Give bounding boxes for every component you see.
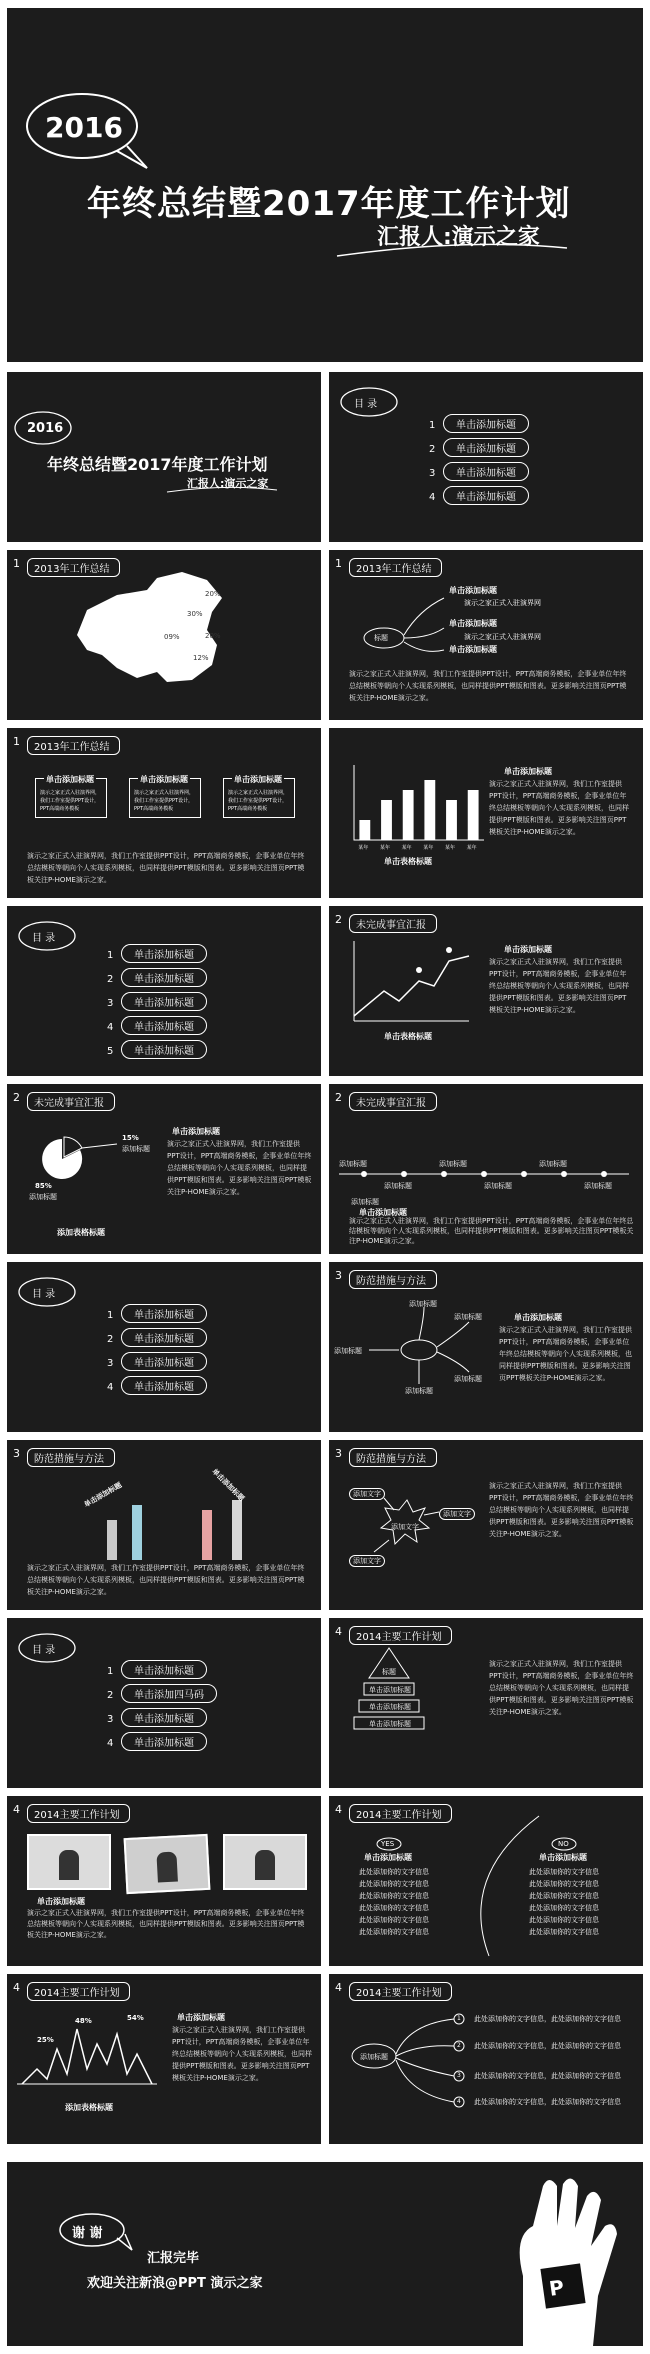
mini-reporter: 汇报人:演示之家 (187, 477, 269, 490)
menu-a-item-2[interactable]: 2 单击添加标题 (429, 438, 529, 457)
slide-menu-c (7, 1262, 321, 1432)
menu-b-item-5[interactable]: 5 单击添加标题 (107, 1040, 207, 1059)
s17-body: 演示之家正式入驻演界网，我们工作室提供PPT设计，PPT高端商务模板，企事业单位年终总结模板等朝向个人实现系列模板，也同样提供PPT模版和图表。更多影响关注图页PPT模板关注P-HOME演示之家。 (27, 1909, 305, 1939)
burst-node-3: 添加文字 (349, 1555, 385, 1567)
no-item-3: 此处添加你的文字信息 (529, 1892, 599, 1900)
no-item-1: 此处添加你的文字信息 (529, 1868, 599, 1876)
yes-list (359, 1866, 429, 1938)
s20-hub: 添加标题 (360, 2053, 388, 2061)
menu-a-item-4[interactable]: 4 单击添加标题 (429, 486, 529, 505)
s10-body: 演示之家正式入驻演界网，我们工作室提供PPT设计，PPT高端商务模板，企事业单位年终总结模板等朝向个人实现系列模板，也同样提供PPT模版和图表。更多影响关注图页PPT模板关注P-HOME演示之家。 (349, 1217, 634, 1245)
menu-c-item-2[interactable]: 2 单击添加标题 (107, 1328, 207, 1347)
yes-item-2: 此处添加你的文字信息 (359, 1880, 429, 1888)
slide-burst (329, 1440, 643, 1610)
tl-label-4: 添加标题 (484, 1182, 512, 1190)
map-pct-3: 09% (164, 633, 180, 641)
slide-bar-chart (329, 728, 643, 898)
s9-caption: 添加表格标题 (57, 1228, 105, 1237)
s12-head: 单击添加标题 (514, 1313, 562, 1322)
bar-chart-axis (354, 765, 484, 840)
mm-node-4: 添加标题 (454, 1375, 482, 1383)
burst-node-center: 添加文字 (391, 1523, 419, 1531)
s13-tag-2: 单击添加标题 (210, 1467, 246, 1503)
tl-label-1: 添加标题 (339, 1160, 367, 1168)
bar-tick-label-2: 某年 (380, 845, 391, 851)
photo-2 (124, 1834, 211, 1894)
photo-1 (27, 1834, 111, 1890)
menu-b-item-3[interactable]: 3 单击添加标题 (107, 992, 207, 1011)
slide-photos (7, 1796, 321, 1966)
no-label: NO (558, 1840, 569, 1848)
no-list (529, 1866, 599, 1938)
photo-3 (223, 1834, 307, 1890)
yes-head: 单击添加标题 (364, 1853, 412, 1862)
s14-body: 演示之家正式入驻演界网，我们工作室提供PPT设计，PPT高端商务模板，企事业单位年终总结模板等朝向个人实现系列模板，也同样提供PPT模版和图表。更多影响关注图页PPT模板关注P-HOME演示之家。 (489, 1482, 634, 1538)
slide-pyramid (329, 1618, 643, 1788)
end-thanks: 谢 谢 (72, 2226, 103, 2241)
s13-body: 演示之家正式入驻演界网，我们工作室提供PPT设计，PPT高端商务模板，企事业单位年终总结模板等朝向个人实现系列模板，也同样提供PPT模版和图表。更多影响关注图页PPT模板关注P-HOME演示之家。 (27, 1564, 305, 1596)
s20-t1: 此处添加你的文字信息，此处添加你的文字信息 (474, 2015, 621, 2023)
bar-tick-label-1: 某年 (358, 845, 369, 851)
map-pct-5: 12% (193, 654, 209, 662)
bar-2 (381, 800, 392, 840)
s14-title: 3 防范措施与方法 (349, 1448, 437, 1467)
s20-n2: 2 (457, 2042, 461, 2049)
end-follow: 欢迎关注新浪@PPT 演示之家 (87, 2276, 263, 2291)
map-pct-2: 30% (187, 610, 203, 618)
tl-label-7: 添加标题 (351, 1198, 379, 1206)
s13-tag-1: 单击添加标题 (82, 1481, 124, 1509)
map-pct-1: 20% (205, 590, 221, 598)
slide-timeline (329, 1084, 643, 1254)
slide-pie (7, 1084, 321, 1254)
s8-head: 单击添加标题 (504, 945, 552, 954)
s20-n4: 4 (457, 2098, 461, 2105)
slide-menu-a (329, 372, 643, 542)
slide-menu-b (7, 906, 321, 1076)
pyr-level-1: 标题 (382, 1668, 396, 1676)
slide-menu-d (7, 1618, 321, 1788)
mini-year: 2016 (27, 421, 64, 436)
s19-body: 演示之家正式入驻演界网，我们工作室提供PPT设计，PPT高端商务模板，企事业单位年终总结模板等朝向个人实现系列模板，也同样提供PPT模版和图表。更多影响关注图页PPT模板关注P-HOME演示之家。 (172, 2026, 312, 2082)
s13-title: 3 防范措施与方法 (27, 1448, 115, 1467)
hero-year: 2016 (45, 111, 123, 144)
menu-d-item-3[interactable]: 3 单击添加标题 (107, 1708, 207, 1727)
s6-caption: 单击表格标题 (384, 857, 432, 866)
hero-title: 年终总结暨2017年度工作计划 (87, 184, 571, 224)
menu-b-item-2[interactable]: 2 单击添加标题 (107, 968, 207, 987)
s4-hub: 标题 (374, 634, 388, 642)
s20-t4: 此处添加你的文字信息，此处添加你的文字信息 (474, 2098, 621, 2106)
menu-c-item-4[interactable]: 4 单击添加标题 (107, 1376, 207, 1395)
s5-body: 演示之家正式入驻演界网，我们工作室提供PPT设计，PPT高端商务模板，企事业单位年终总结模板等朝向个人实现系列模板，也同样提供PPT模版和图表。更多影响关注图页PPT模板关注P-HOME演示之家。 (27, 852, 305, 884)
s6-body: 演示之家正式入驻演界网，我们工作室提供PPT设计，PPT高端商务模板，企事业单位年终总结模板等朝向个人实现系列模板，也同样提供PPT模版和图表。更多影响关注图页PPT模板关注P-HOME演示之家。 (489, 780, 629, 836)
s16-title: 4 2014主要工作计划 (349, 1626, 452, 1645)
wave-p1: 25% (37, 2036, 54, 2044)
yes-item-4: 此处添加你的文字信息 (359, 1904, 429, 1912)
s17-title: 4 2014主要工作计划 (27, 1804, 130, 1823)
bar-5 (446, 800, 457, 840)
s4-text-1: 演示之家正式入驻演界网 (464, 599, 541, 607)
s9-l2: 添加标题 (29, 1193, 57, 1201)
s6-head: 单击添加标题 (504, 767, 552, 776)
s16-body: 演示之家正式入驻演界网，我们工作室提供PPT设计，PPT高端商务模板，企事业单位年终总结模板等朝向个人实现系列模板，也同样提供PPT模版和图表。更多影响关注图页PPT模板关注P-HOME演示之家。 (489, 1660, 634, 1716)
pyr-level-3: 单击添加标题 (369, 1703, 411, 1711)
wave-p3: 54% (127, 2014, 144, 2022)
hand-logo-icon (483, 2166, 643, 2346)
s19-head: 单击添加标题 (177, 2013, 225, 2022)
s3-title: 1 2013年工作总结 (27, 558, 120, 577)
s4-head-2: 单击添加标题 (449, 619, 497, 628)
s20-t3: 此处添加你的文字信息，此处添加你的文字信息 (474, 2072, 621, 2080)
bar-tick-label-5: 某年 (445, 845, 456, 851)
s9-body: 演示之家正式入驻演界网，我们工作室提供PPT设计，PPT高端商务模板，企事业单位年终总结模板等朝向个人实现系列模板，也同样提供PPT模版和图表。更多影响关注图页PPT模板关注P-HOME演示之家。 (167, 1140, 312, 1196)
burst-node-1: 添加文字 (349, 1488, 385, 1500)
slide-numbered (329, 1974, 643, 2144)
s4-head-1: 单击添加标题 (449, 586, 497, 595)
menu-b-label: 目 录 (32, 933, 56, 944)
s20-t2: 此处添加你的文字信息，此处添加你的文字信息 (474, 2042, 621, 2050)
menu-a-item-1[interactable]: 1 单击添加标题 (429, 414, 529, 433)
s4-head-3: 单击添加标题 (449, 645, 497, 654)
slide-columns (7, 1440, 321, 1610)
s9-p2: 85% (35, 1182, 52, 1190)
yes-item-5: 此处添加你的文字信息 (359, 1916, 429, 1924)
yes-item-1: 此处添加你的文字信息 (359, 1868, 429, 1876)
s8-body: 演示之家正式入驻演界网，我们工作室提供PPT设计，PPT高端商务模板，企事业单位年终总结模板等朝向个人实现系列模板，也同样提供PPT模版和图表。更多影响关注图页PPT模板关注P-HOME演示之家。 (489, 958, 629, 1014)
mm-node-3: 添加标题 (454, 1313, 482, 1321)
no-item-6: 此处添加你的文字信息 (529, 1928, 599, 1936)
map-pct-4: 20% (205, 632, 221, 640)
s10-title: 2 未完成事宜汇报 (349, 1092, 437, 1111)
bar-tick-label-4: 某年 (423, 845, 434, 851)
s8-title: 2 未完成事宜汇报 (349, 914, 437, 933)
tl-label-2: 添加标题 (384, 1182, 412, 1190)
slide-yes-no (329, 1796, 643, 1966)
end-done: 汇报完毕 (147, 2251, 200, 2266)
s5-title: 1 2013年工作总结 (27, 736, 120, 755)
s4-text-2: 演示之家正式入驻演界网 (464, 633, 541, 641)
bar-tick-label-6: 某年 (466, 845, 477, 851)
yes-label: YES (381, 1840, 395, 1848)
menu-a-label: 目 录 (354, 399, 378, 410)
menu-a-item-3[interactable]: 3 单击添加标题 (429, 462, 529, 481)
s8-caption: 单击表格标题 (384, 1032, 432, 1041)
menu-d-item-2[interactable]: 2 单击添加四马码 (107, 1684, 217, 1703)
slide-cover-mini (7, 372, 321, 542)
mini-title: 年终总结暨2017年度工作计划 (47, 455, 268, 474)
menu-d-item-1[interactable]: 1 单击添加标题 (107, 1660, 207, 1679)
slide-growth (329, 906, 643, 1076)
s12-title: 3 防范措施与方法 (349, 1270, 437, 1289)
slide-end (7, 2162, 643, 2346)
s5-card-3: 单击添加标题 演示之家正式入驻演界网，我们工作室提供PPT设计，PPT高端商务模板 (223, 778, 295, 818)
pyr-level-4: 单击添加标题 (369, 1720, 411, 1728)
no-item-4: 此处添加你的文字信息 (529, 1904, 599, 1912)
yes-item-3: 此处添加你的文字信息 (359, 1892, 429, 1900)
s12-body: 演示之家正式入驻演界网，我们工作室提供PPT设计，PPT高端商务模板，企事业单位年终总结模板等朝向个人实现系列模板，也同样提供PPT模版和图表。更多影响关注图页PPT模板关注P-HOME演示之家。 (499, 1326, 632, 1382)
menu-d-item-4[interactable]: 4 单击添加标题 (107, 1732, 207, 1751)
s4-body: 演示之家正式入驻演界网，我们工作室提供PPT设计，PPT高端商务模板，企事业单位年终总结模板等朝向个人实现系列模板，也同样提供PPT模版和图表。更多影响关注图页PPT模板关注P-HOME演示之家。 (349, 670, 627, 702)
s18-title: 4 2014主要工作计划 (349, 1804, 452, 1823)
wave-p2: 48% (75, 2017, 92, 2025)
tl-label-5: 添加标题 (539, 1160, 567, 1168)
mm-node-2: 添加标题 (409, 1300, 437, 1308)
bar-tick-label-3: 某年 (401, 845, 412, 851)
menu-b-item-4[interactable]: 4 单击添加标题 (107, 1016, 207, 1035)
s19-caption: 添加表格标题 (65, 2103, 113, 2112)
menu-c-item-3[interactable]: 3 单击添加标题 (107, 1352, 207, 1371)
s20-n3: 3 (457, 2072, 461, 2079)
slide-map (7, 550, 321, 720)
s5-card-2: 单击添加标题 演示之家正式入驻演界网，我们工作室提供PPT设计，PPT高端商务模板 (129, 778, 201, 818)
menu-c-item-1[interactable]: 1 单击添加标题 (107, 1304, 207, 1323)
burst-node-2: 添加文字 (439, 1508, 475, 1520)
s5-card-1: 单击添加标题 演示之家正式入驻演界网，我们工作室提供PPT设计，PPT高端商务模板 (35, 778, 107, 818)
bar-4 (424, 780, 435, 840)
menu-d-label: 目 录 (32, 1645, 56, 1656)
svg-text:P: P (547, 2275, 566, 2301)
slide-mindmap (329, 1262, 643, 1432)
mm-node-5: 添加标题 (405, 1387, 433, 1395)
pyr-level-2: 单击添加标题 (369, 1686, 411, 1694)
slide-cards (7, 728, 321, 898)
menu-c-label: 目 录 (32, 1289, 56, 1300)
slide-wave (7, 1974, 321, 2144)
s9-l1: 添加标题 (122, 1145, 150, 1153)
slide-hub (329, 550, 643, 720)
tl-label-6: 添加标题 (584, 1182, 612, 1190)
s19-title: 4 2014主要工作计划 (27, 1982, 130, 2001)
s9-head: 单击添加标题 (172, 1127, 220, 1136)
s20-title: 4 2014主要工作计划 (349, 1982, 452, 2001)
bar-1 (359, 820, 370, 840)
s10-head: 单击添加标题 (359, 1208, 407, 1217)
s9-title: 2 未完成事宜汇报 (27, 1092, 115, 1111)
s20-n1: 1 (457, 2015, 461, 2022)
tl-label-3: 添加标题 (439, 1160, 467, 1168)
no-item-2: 此处添加你的文字信息 (529, 1880, 599, 1888)
no-item-5: 此处添加你的文字信息 (529, 1916, 599, 1924)
s9-p1: 15% (122, 1134, 139, 1142)
bar-3 (403, 790, 414, 840)
s17-head: 单击添加标题 (37, 1897, 85, 1906)
no-head: 单击添加标题 (539, 1853, 587, 1862)
hero-reporter: 汇报人:演示之家 (377, 225, 540, 250)
mm-node-1: 添加标题 (334, 1347, 362, 1355)
yes-item-6: 此处添加你的文字信息 (359, 1928, 429, 1936)
s4-title: 1 2013年工作总结 (349, 558, 442, 577)
cover-slide (7, 8, 643, 362)
bar-6 (468, 790, 479, 840)
menu-b-item-1[interactable]: 1 单击添加标题 (107, 944, 207, 963)
